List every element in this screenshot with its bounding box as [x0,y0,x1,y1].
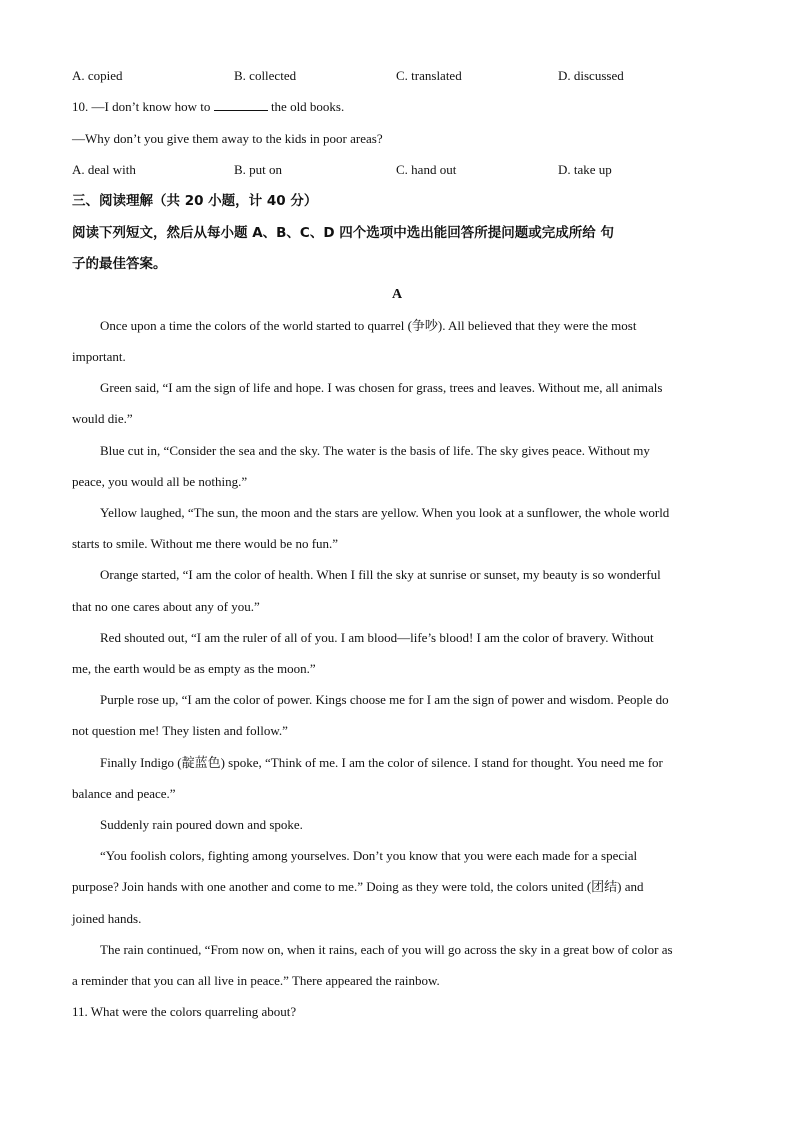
q10-reply: —Why don’t you give them away to the kids in poor areas? [72,131,383,146]
q9-option-a[interactable]: A. copied [72,68,123,83]
passage-line: balance and peace.” [72,786,176,801]
passage-line: Once upon a time the colors of the world started to quarrel (争吵). All believed that they were the most [100,318,637,333]
passage-label: A [391,287,403,302]
passage-line: Orange started, “I am the color of health. When I fill the sky at sunrise or sunset, my beauty is so wonderful [100,567,661,582]
q10-option-c[interactable]: C. hand out [396,162,457,177]
passage-line: “You foolish colors, fighting among yourselves. Don’t you know that you were each made for a special [100,848,638,863]
passage-line: Green said, “I am the sign of life and hope. I was chosen for grass, trees and leaves. Without me, all animals [100,380,663,395]
passage-line: Yellow laughed, “The sun, the moon and the stars are yellow. When you look at a sunflower, the whole world [100,505,670,520]
q10-stem [72,97,722,117]
instructions-line-1: 阅读下列短文，然后从每小题 A、B、C、D 四个选项中选出能回答所提问题或完成所给 句 [72,225,614,241]
q10-option-d[interactable]: D. take up [558,162,612,177]
q10-stem-before: 10. —I don’t know how to [72,99,214,114]
q10-stem-after: the old books. [267,99,345,114]
q10-option-b[interactable]: B. put on [234,162,283,177]
passage-line: Red shouted out, “I am the ruler of all of you. I am blood—life’s blood! I am the color of bravery. Without [100,630,654,645]
passage-line: Purple rose up, “I am the color of power. Kings choose me for I am the sign of power and wisdom. People do [100,692,669,707]
passage-line: that no one cares about any of you.” [72,599,260,614]
q9-option-c[interactable]: C. translated [396,68,462,83]
passage-line: purpose? Join hands with one another and come to me.” Doing as they were told, the colors united (团结) and [72,879,644,894]
passage-line: joined hands. [72,911,142,926]
passage-line: peace, you would all be nothing.” [72,474,248,489]
passage-line: Finally Indigo (靛蓝色) spoke, “Think of me. I am the color of silence. I stand for thought. You need me for [100,755,663,770]
passage-line: Suddenly rain poured down and spoke. [100,817,303,832]
answer-blank [214,98,268,111]
q9-options [72,66,722,86]
q9-option-b[interactable]: B. collected [234,68,297,83]
instructions-line-2: 子的最佳答案。 [72,256,167,272]
passage-line: me, the earth would be as empty as the moon.” [72,661,316,676]
passage-line: would die.” [72,411,133,426]
passage-line: not question me! They listen and follow.” [72,723,288,738]
passage-line: The rain continued, “From now on, when it rains, each of you will go across the sky in a great bow of color as [100,942,673,957]
section-title: 三、阅读理解（共 20 小题，计 40 分） [72,193,318,209]
q10-options [72,160,722,180]
passage-line: Blue cut in, “Consider the sea and the sky. The water is the basis of life. The sky gives peace. Without my [100,443,650,458]
question-11: 11. What were the colors quarreling about? [72,1004,297,1019]
passage-line: a reminder that you can all live in peace.” There appeared the rainbow. [72,973,440,988]
passage-line: starts to smile. Without me there would be no fun.” [72,536,339,551]
q9-option-d[interactable]: D. discussed [558,68,624,83]
passage-line: important. [72,349,126,364]
q10-option-a[interactable]: A. deal with [72,162,136,177]
